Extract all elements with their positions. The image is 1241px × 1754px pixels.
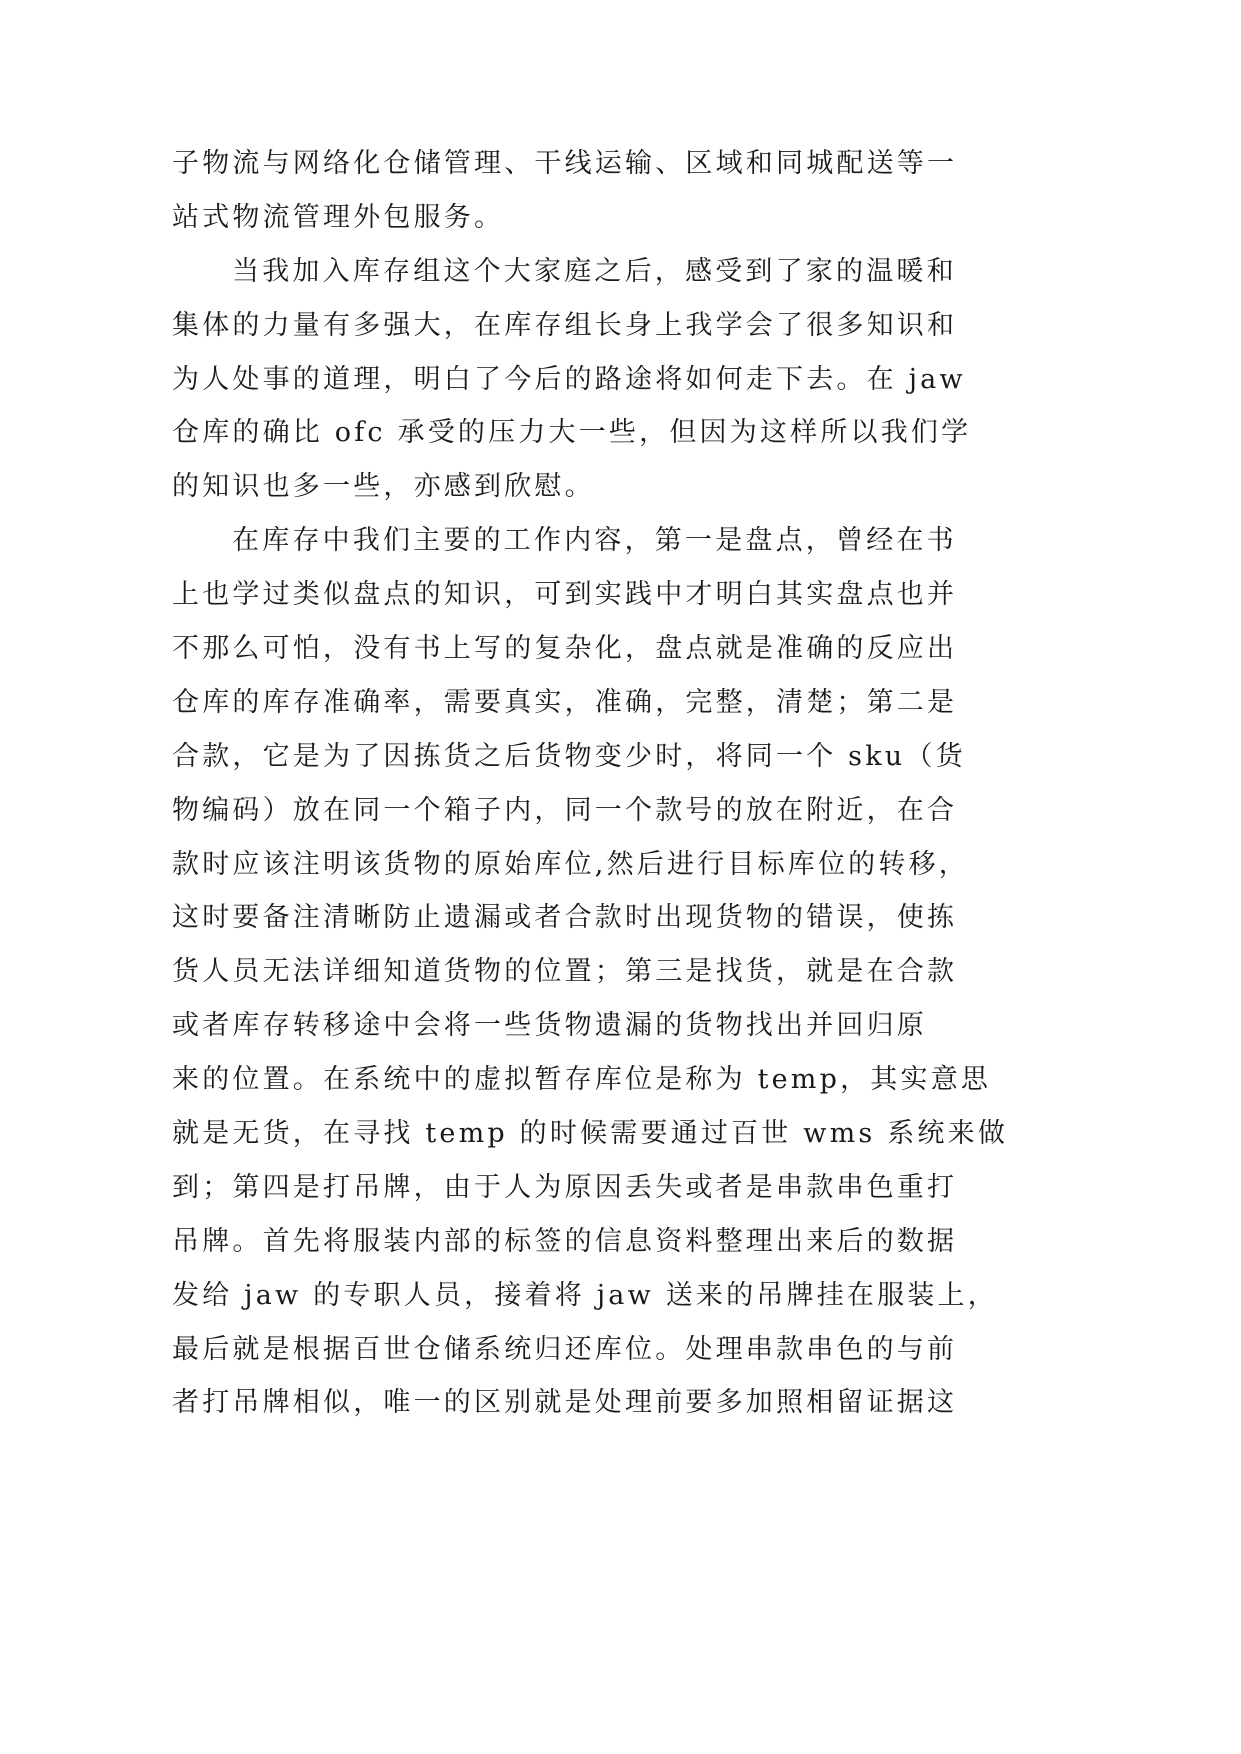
text-line: 最后就是根据百世仓储系统归还库位。处理串款串色的与前: [172, 1333, 958, 1365]
text-line: 仓库的确比 ofc 承受的压力大一些，但因为这样所以我们学: [172, 417, 972, 449]
text-line: 来的位置。在系统中的虚拟暂存库位是称为 temp，其实意思: [172, 1064, 992, 1096]
text-line: 的知识也多一些，亦感到欣慰。: [172, 471, 595, 503]
text-line: 合款，它是为了因拣货之后货物变少时，将同一个 sku（货: [172, 740, 966, 772]
text-line: 物编码）放在同一个箱子内，同一个款号的放在附近，在合: [172, 794, 958, 826]
text-line: 不那么可怕，没有书上写的复杂化，盘点就是准确的反应出: [172, 633, 958, 665]
text-line: 或者库存转移途中会将一些货物遗漏的货物找出并回归原: [172, 1010, 927, 1042]
document-body: [172, 137, 1009, 1430]
text-line: 子物流与网络化仓储管理、干线运输、区域和同城配送等一: [172, 148, 958, 179]
text-line: 集体的力量有多强大，在库存组长身上我学会了很多知识和: [172, 309, 958, 341]
text-line: 发给 jaw 的专职人员，接着将 jaw 送来的吊牌挂在服装上，: [172, 1279, 998, 1311]
text-line: 仓库的库存准确率，需要真实，准确，完整，清楚；第二是: [172, 686, 958, 718]
text-line: 上也学过类似盘点的知识，可到实践中才明白其实盘点也并: [172, 579, 958, 611]
text-line: 站式物流管理外包服务。: [172, 201, 505, 233]
text-line: 就是无货，在寻找 temp 的时候需要通过百世 wms 系统来做: [172, 1118, 1009, 1150]
text-line: 这时要备注清晰防止遗漏或者合款时出现货物的错误，使拣: [172, 902, 958, 934]
text-line: 款时应该注明该货物的原始库位,然后进行目标库位的转移，: [172, 848, 969, 880]
text-line: 当我加入库存组这个大家庭之后，感受到了家的温暖和: [232, 255, 957, 287]
text-line: 吊牌。首先将服装内部的标签的信息资料整理出来后的数据: [172, 1225, 958, 1257]
text-line: 者打吊牌相似，唯一的区别就是处理前要多加照相留证据这: [172, 1387, 958, 1419]
text-line: 到；第四是打吊牌，由于人为原因丢失或者是串款串色重打: [172, 1171, 958, 1203]
text-line: 在库存中我们主要的工作内容，第一是盘点，曾经在书: [232, 525, 957, 557]
text-line: 货人员无法详细知道货物的位置；第三是找货，就是在合款: [172, 956, 958, 988]
text-line: 为人处事的道理，明白了今后的路途将如何走下去。在 jaw: [172, 363, 966, 395]
